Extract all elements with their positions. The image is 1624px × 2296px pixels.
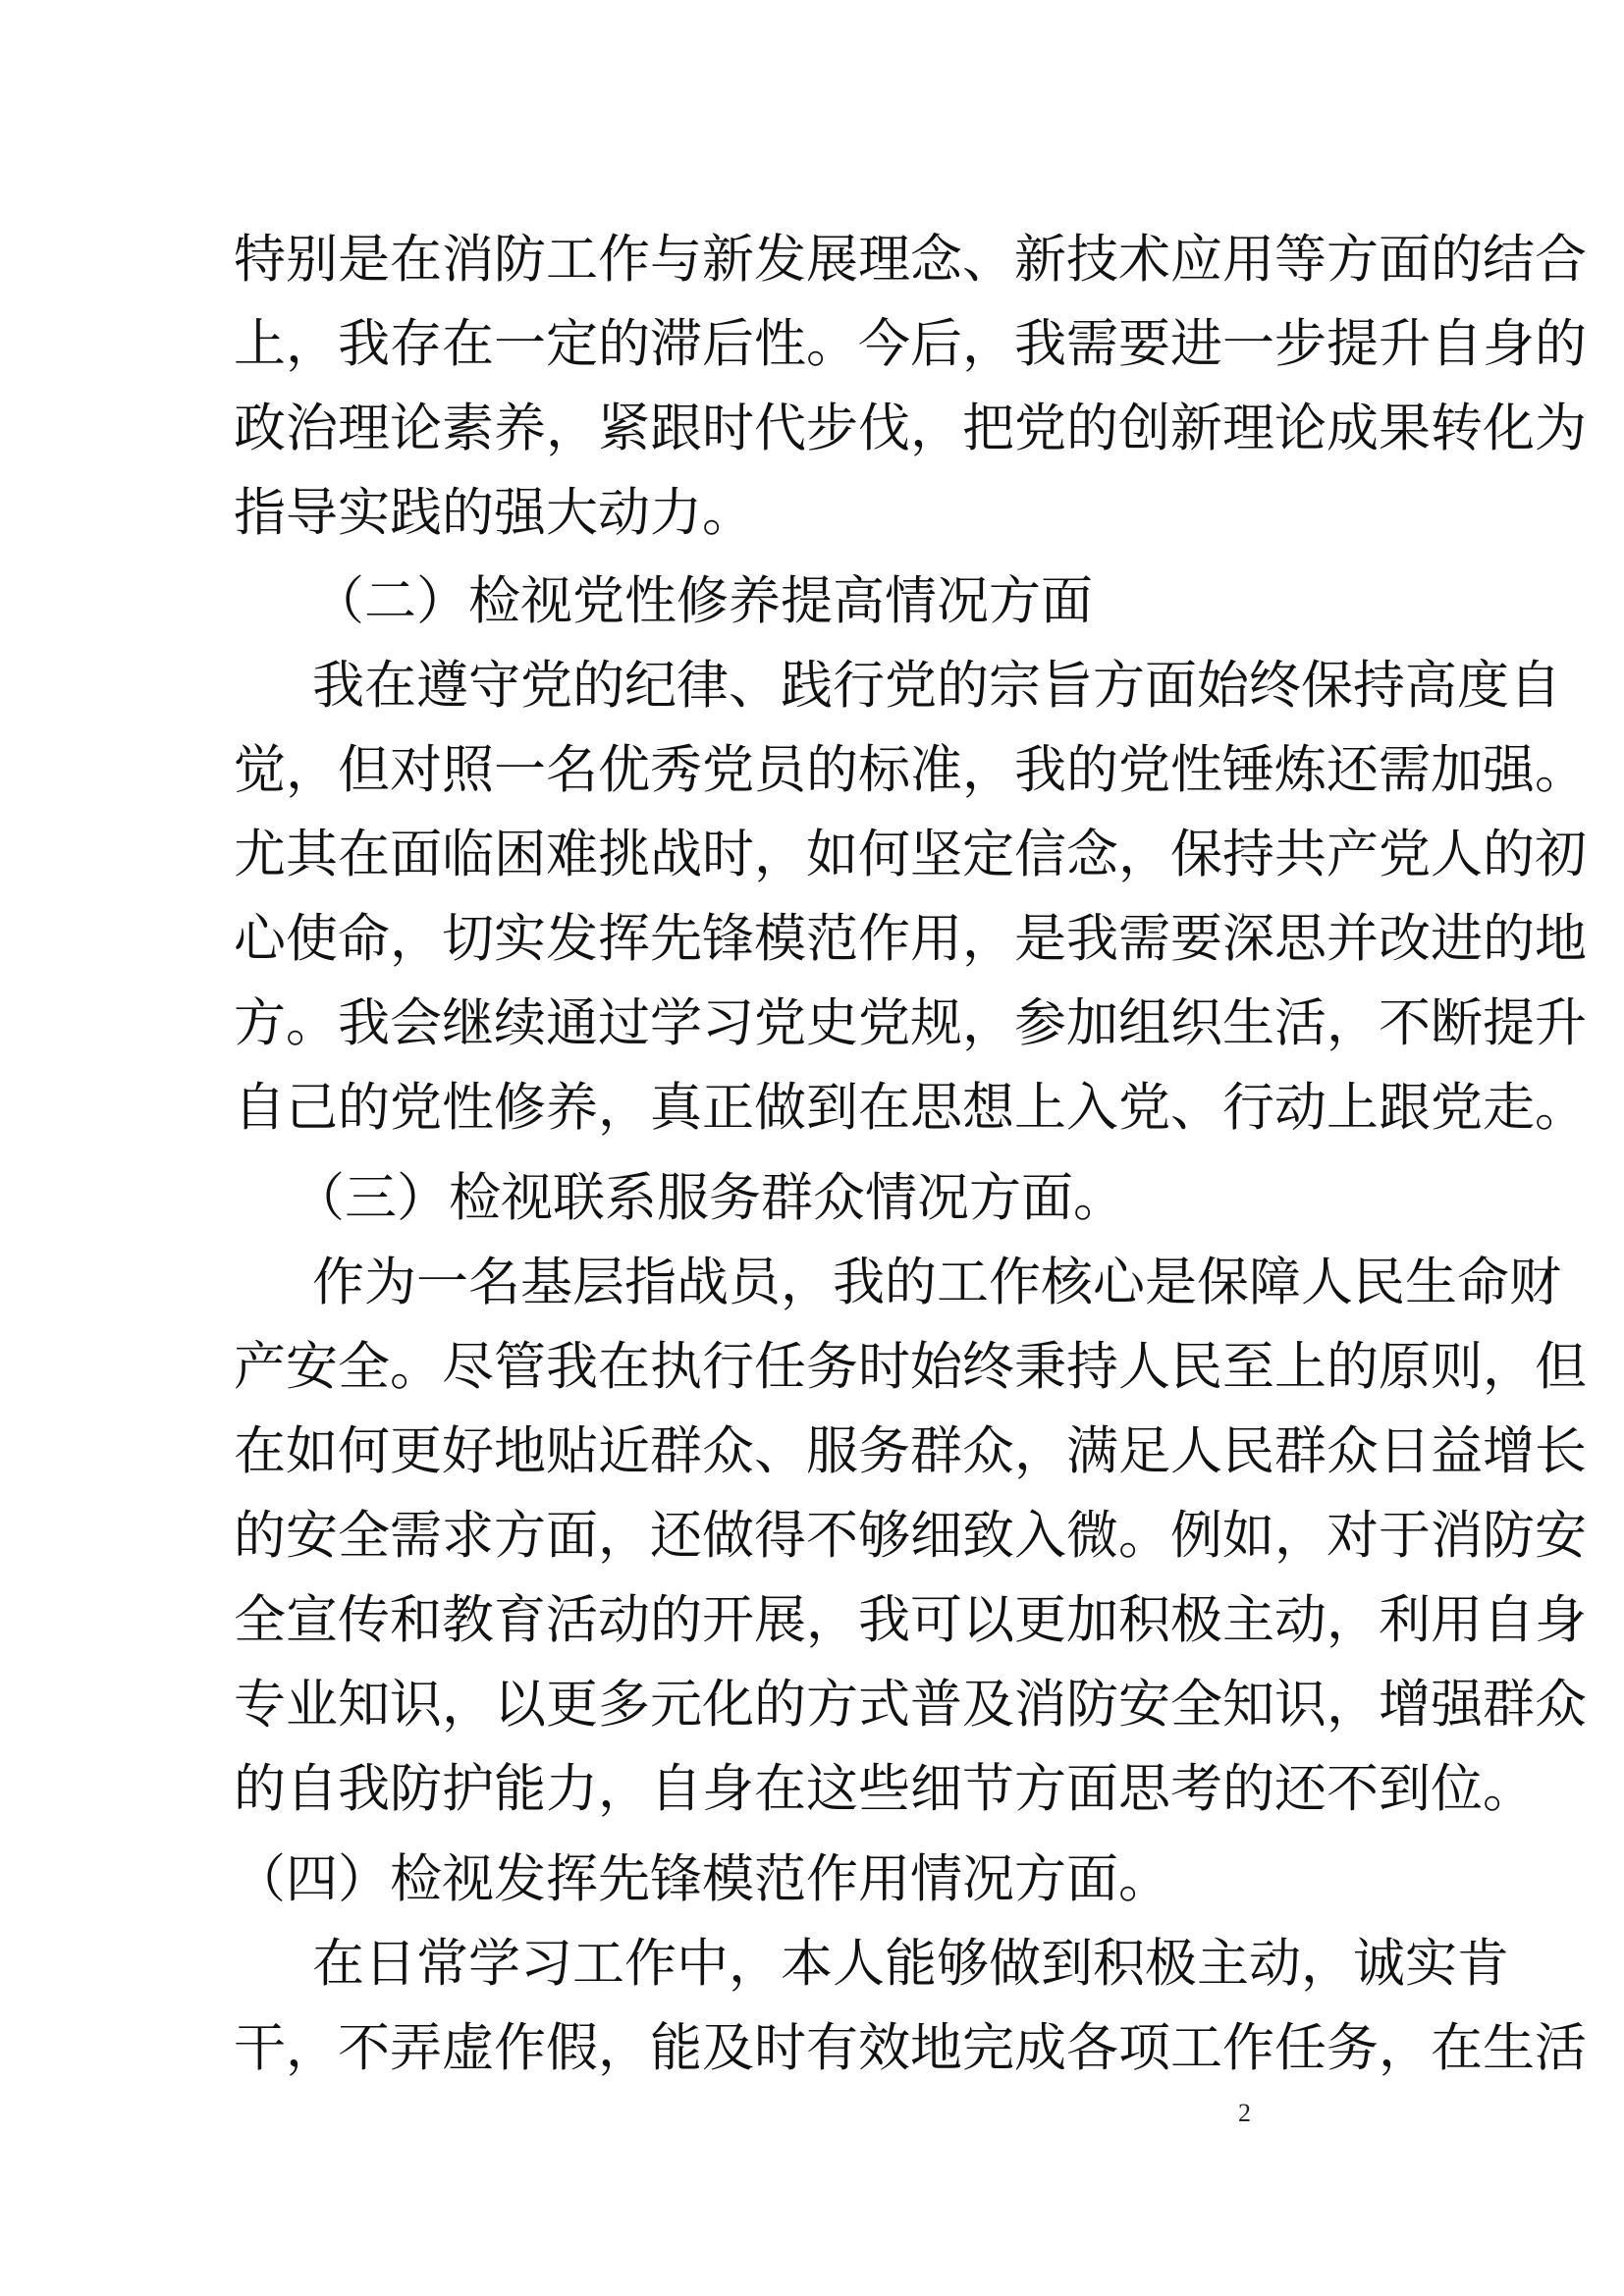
paragraph-3-line-7: 的自我防护能力，自身在这些细节方面思考的还不到位。 bbox=[234, 1759, 1535, 1819]
paragraph-1-line-3: 政治理论素养，紧跟时代步伐，把党的创新理论成果转化为 bbox=[234, 399, 1587, 458]
paragraph-4-line-2: 干，不弄虚作假，能及时有效地完成各项工作任务，在生活 bbox=[234, 2018, 1587, 2078]
paragraph-2-line-4: 心使命，切实发挥先锋模范作用，是我需要深思并改进的地 bbox=[234, 909, 1587, 969]
section-heading-3: （三）检视联系服务群众情况方面。 bbox=[293, 1168, 1125, 1228]
paragraph-2-line-6: 自己的党性修养，真正做到在思想上入党、行动上跟党走。 bbox=[234, 1078, 1587, 1138]
paragraph-4-line-1: 在日常学习工作中，本人能够做到积极主动，诚实肯 bbox=[312, 1934, 1509, 1994]
paragraph-2-line-2: 觉，但对照一名优秀党员的标准，我的党性锤炼还需加强。 bbox=[234, 740, 1587, 800]
section-heading-2: （二）检视党性修养提高情况方面 bbox=[312, 571, 1093, 631]
section-heading-4: （四）检视发挥先锋模范作用情况方面。 bbox=[234, 1849, 1170, 1909]
paragraph-1-line-2: 上，我存在一定的滞后性。今后，我需要进一步提升自身的 bbox=[234, 314, 1587, 374]
paragraph-3-line-5: 全宣传和教育活动的开展，我可以更加积极主动，利用自身 bbox=[234, 1590, 1587, 1650]
paragraph-3-line-3: 在如何更好地贴近群众、服务群众，满足人民群众日益增长 bbox=[234, 1421, 1587, 1481]
paragraph-1-line-1: 特别是在消防工作与新发展理念、新技术应用等方面的结合 bbox=[234, 230, 1587, 290]
paragraph-2-line-5: 方。我会继续通过学习党史党规，参加组织生活，不断提升 bbox=[234, 993, 1587, 1053]
paragraph-2-line-1: 我在遵守党的纪律、践行党的宗旨方面始终保持高度自 bbox=[312, 656, 1561, 716]
paragraph-3-line-6: 专业知识，以更多元化的方式普及消防安全知识，增强群众 bbox=[234, 1675, 1587, 1735]
paragraph-2-line-3: 尤其在面临困难挑战时，如何坚定信念，保持共产党人的初 bbox=[234, 825, 1587, 884]
page-number: 2 bbox=[1238, 2099, 1251, 2127]
paragraph-1-line-4: 指导实践的强大动力。 bbox=[234, 483, 754, 543]
paragraph-3-line-1: 作为一名基层指战员，我的工作核心是保障人民生命财 bbox=[312, 1253, 1561, 1312]
paragraph-3-line-4: 的安全需求方面，还做得不够细致入微。例如，对于消防安 bbox=[234, 1506, 1587, 1566]
paragraph-3-line-2: 产安全。尽管我在执行任务时始终秉持人民至上的原则，但 bbox=[234, 1337, 1587, 1397]
